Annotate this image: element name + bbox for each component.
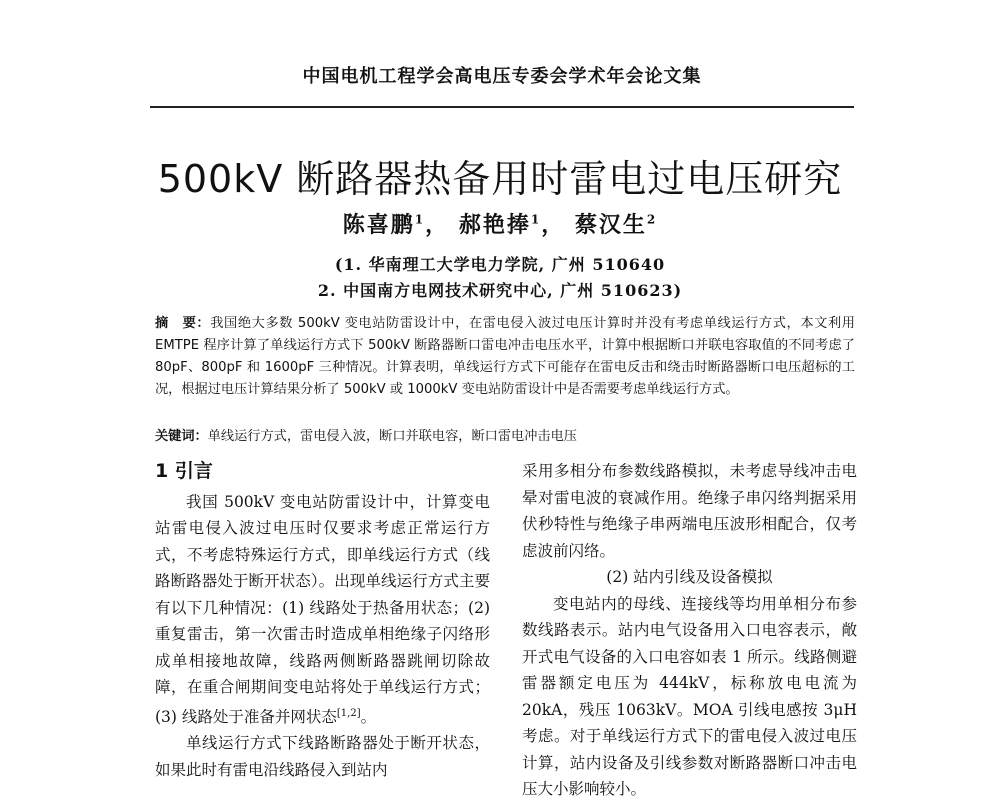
author-sup: 1 [414, 212, 426, 227]
author-sup: 1 [530, 212, 542, 227]
paper-title: 500kV 断路器热备用时雷电过电压研究 [157, 157, 843, 201]
subsection-heading: (2) 站内引线及设备模拟 [606, 568, 773, 586]
body-paragraph [155, 489, 490, 731]
body-paragraph: 单线运行方式下线路断路器处于断开状态，如果此时有雷电沿线路侵入到站内 [155, 734, 490, 779]
body-paragraph: 变电站内的母线、连接线等均用单相分布参数线路表示。站内电气设备用入口电容表示，敞开式电气设备的入口电容如表 1 所示。线路侧避雷器额定电压为 444kV，标称放电电流为 20kA，残压 1063kV。MOA 引线电感按 3μH考虑。对于单线运行方式下的雷电侵入波过电压计算，站内设备及引线参数对断路器断口冲击电压大小影响较小。 [522, 594, 857, 798]
paragraph-text: 我国 500kV 变电站防雷设计中，计算变电站雷电侵入波过电压时仅要求考虑正常运行方式，不考虑特殊运行方式，即单线运行方式（线路断路器处于断开状态）。出现单线运行方式主要有以下几种情况：(1) 线路处于热备用状态；(2) 重复雷击，第一次雷击时造成单相绝缘子闪络形成单相接地故障，线路两侧断路器跳闸切除故障，在重合闸期间变电站将处于单线运行方式；(3) 线路处于准备并网状态 [155, 492, 490, 726]
section-heading: 1 引言 [155, 460, 213, 482]
left-column [155, 458, 490, 783]
keywords-text: 单线运行方式，雷电侵入波，断口并联电容，断口雷电冲击电压 [207, 429, 577, 444]
right-column [522, 458, 857, 803]
abstract-text: 我国绝大多数 500kV 变电站防雷设计中，在雷电侵入波过电压计算时并没有考虑单线运行方式，本文利用 EMTPE 程序计算了单线运行方式下 500kV 断路器断口雷电冲击电压水平，计算中根据断口并联电容取值的不同考虑了 80pF、800pF 和 1600pF 三种情况。计算表明，单线运行方式下可能存在雷电反击和绕击时断路器断口电压超标的工况，根据过电压计算结果分析了 500kV 或 1000kV 变电站防雷设计中是否需要考虑单线运行方式。 [155, 316, 855, 397]
keywords-label: 关键词： [155, 429, 208, 444]
body-paragraph: 采用多相分布参数线路模拟，未考虑导线冲击电晕对雷电波的衰减作用。绝缘子串闪络判据采用伏秒特性与绝缘子串两端电压波形相配合，仅考虑波前闪络。 [522, 462, 857, 560]
header-rule [150, 106, 854, 108]
abstract [155, 313, 855, 401]
keywords [155, 426, 855, 448]
affiliation-1: (1. 华南理工大学电力学院, 广州 510640 [334, 255, 666, 274]
author-name: 郝艳捧 [458, 212, 531, 238]
abstract-label: 摘 要： [155, 316, 211, 331]
affiliation-2: 2. 中国南方电网技术研究中心, 广州 510623) [317, 281, 683, 300]
citation: [1,2] [336, 707, 361, 719]
author-name: 陈喜鹏 [342, 212, 415, 238]
author-name: 蔡汉生 [574, 212, 647, 238]
paragraph-end: 。 [360, 707, 377, 726]
author-sup: 2 [646, 212, 658, 227]
author-list: 陈喜鹏$^1$， 郝艳捧$^1$， 蔡汉生$^2$ [342, 212, 658, 238]
running-header: 中国电机工程学会高电压专委会学术年会论文集 [302, 66, 702, 87]
